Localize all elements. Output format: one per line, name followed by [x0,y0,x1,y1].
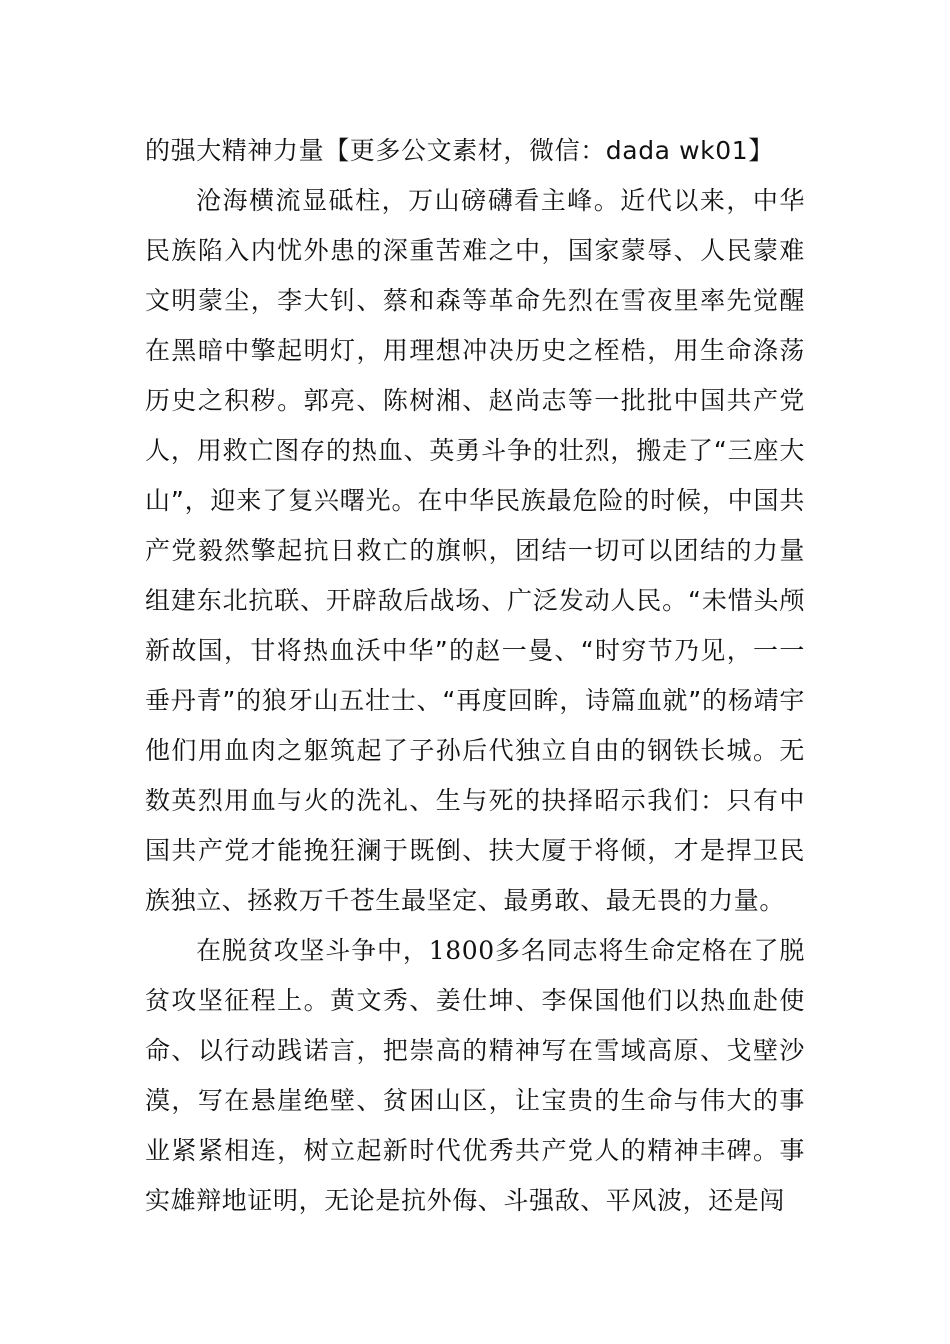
paragraph-continuation: 的强大精神力量【更多公文素材，微信：dada wk01】 [145,136,774,165]
document-body [145,126,805,1226]
paragraph-poverty-alleviation [145,926,805,1226]
paragraph-3-number: 1800 [428,936,495,965]
paragraph-3-rest: 多名同志将生命定格在了脱贫攻坚征程上。黄文秀、姜仕坤、李保国他们以热血赴使命、以行动践诺言，把崇高的精神写在雪域高原、戈壁沙漠，写在悬崖绝壁、贫困山区，让宝贵的生命与伟大的事业紧紧相连，树立起新时代优秀共产党人的精神丰碑。事实雄辩地证明，无论是抗外侮、斗强敌、平风波，还是闯 [145,936,805,1215]
paragraph-3-start: 在脱贫攻坚斗争中， [196,936,429,965]
paragraph-revolutionary-history: 沧海横流显砥柱，万山磅礴看主峰。近代以来，中华民族陷入内忧外患的深重苦难之中，国家蒙辱、人民蒙难文明蒙尘，李大钊、蔡和森等革命先烈在雪夜里率先觉醒在黑暗中擎起明灯，用理想冲决历史之桎梏，用生命涤荡历史之积秽。郭亮、陈树湘、赵尚志等一批批中国共产党人，用救亡图存的热血、英勇斗争的壮烈，搬走了“三座大山”，迎来了复兴曙光。在中华民族最危险的时候，中国共产党毅然擎起抗日救亡的旗帜，团结一切可以团结的力量组建东北抗联、开辟敌后战场、广泛发动人民。“未惜头颅新故国，甘将热血沃中华”的赵一曼、“时穷节乃见，一一垂丹青”的狼牙山五壮士、“再度回眸，诗篇血就”的杨靖宇他们用血肉之躯筑起了子孙后代独立自由的钢铁长城。无数英烈用血与火的洗礼、生与死的抉择昭示我们：只有中国共产党才能挽狂澜于既倒、扶大厦于将倾，才是捍卫民族独立、拯救万千苍生最坚定、最勇敢、最无畏的力量。 [145,186,805,915]
